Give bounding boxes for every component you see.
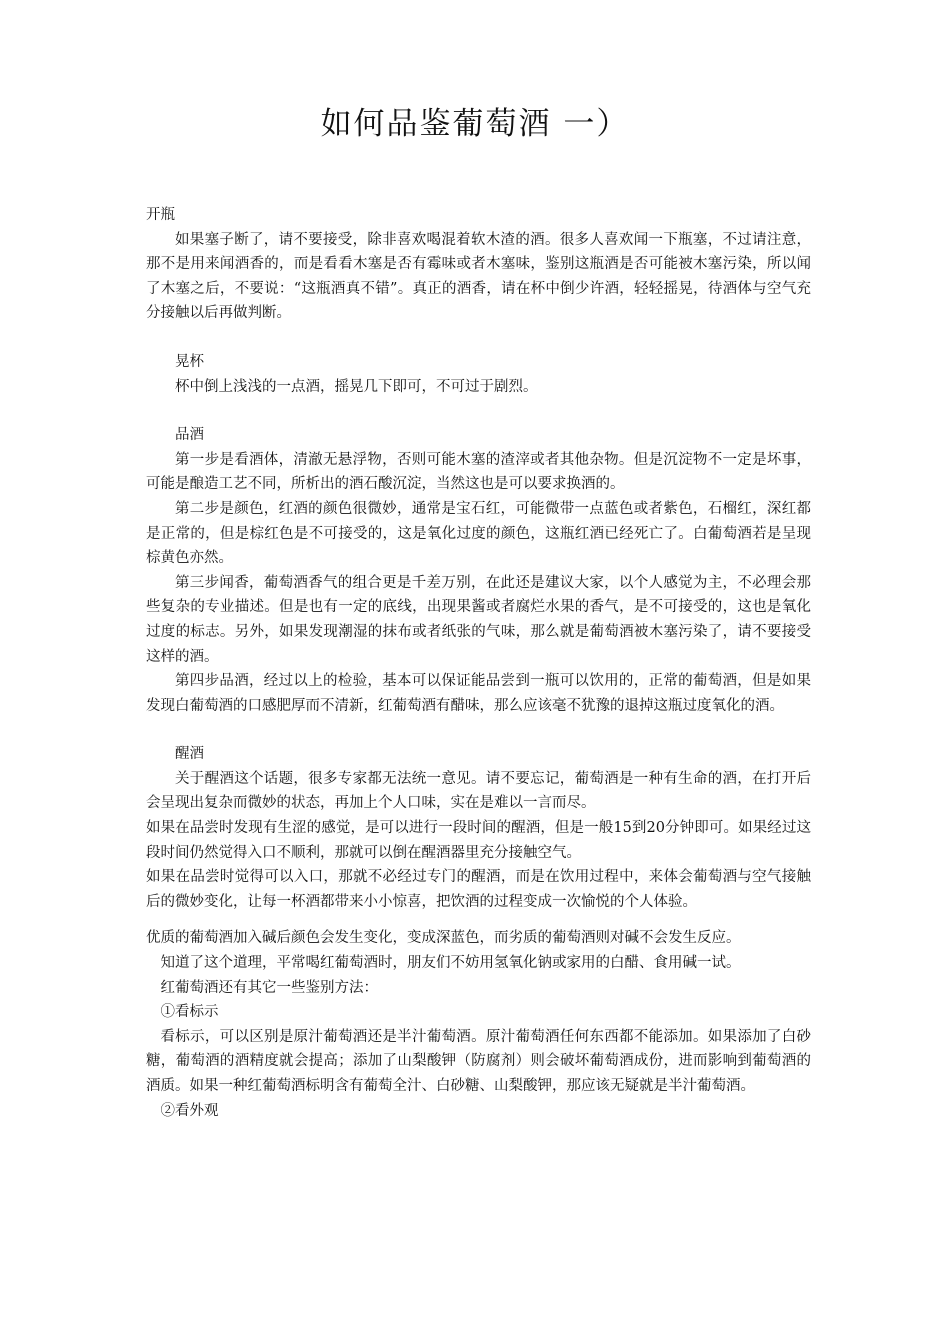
paragraph-decant-2: 如果在品尝时发现有生涩的感觉，是可以进行一段时间的醒酒，但是一般15到20分钟即可。如果经过这段时间仍然觉得入口不顺利，那就可以倒在醒酒器里充分接触空气。	[146, 820, 811, 861]
subheading-identify-appearance: ②看外观	[160, 1102, 219, 1119]
paragraph-swirl-1: 杯中倒上浅浅的一点酒，摇晃几下即可，不可过于剧烈。	[175, 378, 538, 395]
spacer	[146, 399, 811, 423]
spacer	[146, 326, 811, 350]
spacer	[146, 914, 811, 926]
paragraph-identify-1: 优质的葡萄酒加入碱后颜色会发生变化，变成深蓝色，而劣质的葡萄酒则对碱不会发生反应。	[146, 930, 741, 947]
document-body	[146, 203, 811, 1123]
section-heading-swirl: 晃杯	[175, 353, 204, 370]
spacer	[146, 718, 811, 742]
paragraph-taste-4: 第四步品酒，经过以上的检验，基本可以保证能品尝到一瓶可以饮用的，正常的葡萄酒，但是如果发现白葡萄酒的口感肥厚而不清新，红葡萄酒有醋味，那么应该毫不犹豫的退掉这瓶过度氧化的酒。	[146, 673, 811, 714]
section-heading-decant: 醒酒	[175, 746, 204, 763]
paragraph-open-1: 如果塞子断了，请不要接受，除非喜欢喝混着软木渣的酒。很多人喜欢闻一下瓶塞，不过请注意，那不是用来闻酒香的，而是看看木塞是否有霉味或者木塞味，鉴别这瓶酒是否可能被木塞污染，所以闻了木塞之后，不要说：“这瓶酒真不错”。真正的酒香，请在杯中倒少许酒，轻轻摇晃，待酒体与空气充分接触以后再做判断。	[146, 231, 811, 322]
subheading-identify-label: ①看标示	[160, 1004, 219, 1021]
paragraph-decant-1: 关于醒酒这个话题，很多专家都无法统一意见。请不要忘记，葡萄酒是一种有生命的酒，在打开后会呈现出复杂而微妙的状态，再加上个人口味，实在是难以一言而尽。	[146, 770, 811, 812]
paragraph-taste-2: 第二步是颜色，红酒的颜色很微妙，通常是宝石红，可能微带一点蓝色或者紫色，石榴红，深红都是正常的，但是棕红色是不可接受的，这是氧化过度的颜色，这瓶红酒已经死亡了。白葡萄酒若是呈现棕黄色亦然。	[146, 500, 811, 567]
page-title: 如何品鉴葡萄酒 一）	[320, 106, 630, 142]
section-heading-open: 开瓶	[146, 207, 175, 223]
section-heading-taste: 品酒	[175, 427, 204, 444]
paragraph-decant-3: 如果在品尝时觉得可以入口，那就不必经过专门的醒酒，而是在饮用过程中，来体会葡萄酒与空气接触后的微妙变化，让每一杯酒都带来小小惊喜，把饮酒的过程变成一次愉悦的个人体验。	[146, 869, 811, 910]
paragraph-taste-1: 第一步是看酒体，清澈无悬浮物，否则可能木塞的渣滓或者其他杂物。但是沉淀物不一定是坏事，可能是酿造工艺不同，所析出的酒石酸沉淀，当然这也是可以要求换酒的。	[146, 451, 811, 493]
paragraph-taste-3: 第三步闻香，葡萄酒香气的组合更是千差万别，在此还是建议大家，以个人感觉为主，不必理会那些复杂的专业描述。但是也有一定的底线，出现果酱或者腐烂水果的香气，是不可接受的，这也是氧化过度的标志。另外，如果发现潮湿的抹布或者纸张的气味，那么就是葡萄酒被木塞污染了，请不要接受这样的酒。	[146, 574, 811, 665]
paragraph-identify-3: 红葡萄酒还有其它一些鉴别方法：	[160, 979, 378, 996]
paragraph-identify-4: 看标示，可以区别是原汁葡萄酒还是半汁葡萄酒。原汁葡萄酒任何东西都不能添加。如果添加了白砂糖，葡萄酒的酒精度就会提高；添加了山梨酸钾（防腐剂）则会破坏葡萄酒成份，进而影响到葡萄酒的酒质。如果一种红葡萄酒标明含有葡萄全汁、白砂糖、山梨酸钾，那应该无疑就是半汁葡萄酒。	[146, 1028, 811, 1094]
paragraph-identify-2: 知道了这个道理，平常喝红葡萄酒时，朋友们不妨用氢氧化钠或家用的白醋、食用碱一试。	[160, 955, 741, 972]
